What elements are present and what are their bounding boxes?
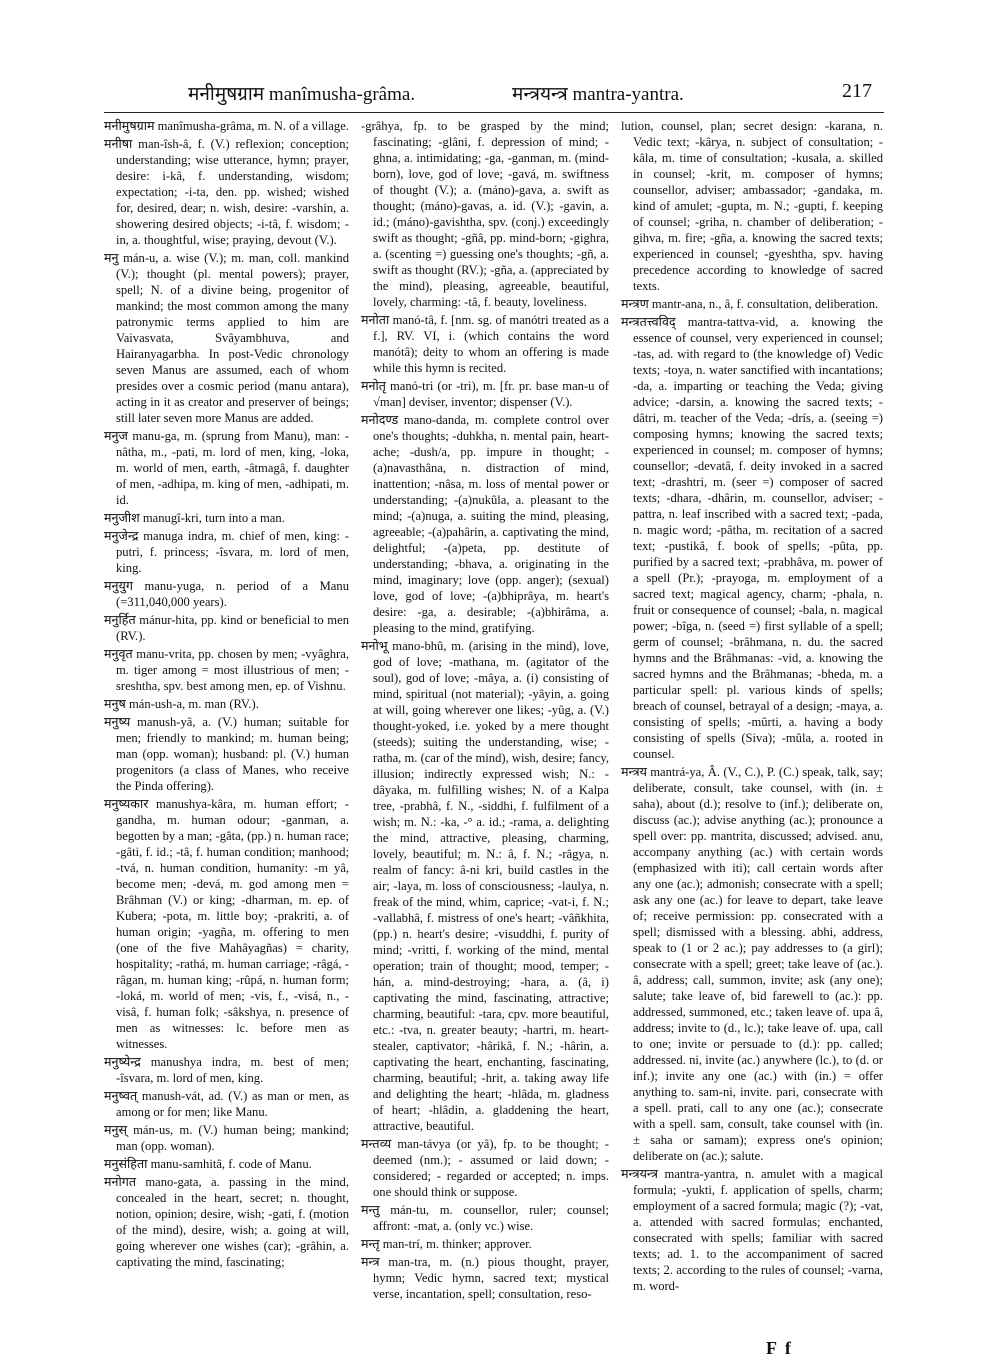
dictionary-entry: मनुष्वत् manush-vát, ad. (V.) as man or men, as among or for men; like Manu. bbox=[104, 1089, 349, 1119]
dictionary-entry: मनोदण्ड mano-danda, m. complete control over one's thoughts; -duhkha, n. mental pain, heart-ache; -dush/a, pp. impure in thought; -(a)navasthâna, n. distraction of mind, inattention; -nâsa, m. loss of mental power or understanding; -(a)nukûla, a. pleasant to the mind; -(a)nuga, a. suiting the mind, pleasing, agreeable; -(a)pahârin, a. captivating the mind, delightful; -(a)peta, pp. destitute of understanding; -bhava, a. originating in the mind, imaginary; love (opp. anger); (sexual) love, god of love; -(a)bhiprâya, m. heart's desire: -ga, a. desirable; -(a)bhirâma, a. pleasing to the mind, gratifying. bbox=[361, 413, 609, 635]
dictionary-entry: मनोतृ manó-tri (or -tri), m. [fr. pr. base man-u of √man] deviser, inventor; dispenser (V.). bbox=[361, 379, 609, 409]
dictionary-entry: मन्तव्य man-távya (or yâ), fp. to be thought; - deemed (nm.); - assumed or laid down; - considered; - regarded or accepted; n. imps. one should think or suppose. bbox=[361, 1137, 609, 1199]
dictionary-entry: मनीषा man-îsh-â, f. (V.) reflexion; conception; understanding; wise utterance, hymn; prayer, desire: i-kâ, f. understanding, wisdom; expectation; -i-ta, den. pp. wished; wished for, desired, dear; n. wish, desire: -varshin, a. showering desired objects; -i-tâ, f. wisdom; -in, a. thoughtful, wise; praying, devout (V.). bbox=[104, 137, 349, 247]
signature-mark: F f bbox=[766, 1338, 793, 1358]
header-left-guideword: मनीमुषग्राम manîmusha-grâma. bbox=[188, 84, 416, 105]
header-rule bbox=[104, 112, 884, 113]
column-3 bbox=[621, 118, 883, 1296]
dictionary-entry: मन्त्रयन्त्र mantra-yantra, n. amulet with a magical formula; -yukti, f. application of spells, charm; employment of a sacred formula; magic (?); -vat, a. attended with sacred formulas; enchanted, consecrated with spells; familiar with sacred texts; ad. 1. to the accompaniment of sacred texts; 2. according to the rules of counsel; -varna, m. word- bbox=[621, 1167, 883, 1293]
dictionary-entry: मन्तु mán-tu, m. counsellor, ruler; counsel; affront: -mat, a. (only vc.) wise. bbox=[361, 1203, 609, 1233]
dictionary-entry: मनुष्य manush-yâ, a. (V.) human; suitable for men; friendly to mankind; m. human being; man (opp. woman); husband: pl. (V.) human progenitors (a class of Manes, who receive the Pinda offering). bbox=[104, 715, 349, 793]
column-2 bbox=[361, 118, 609, 1304]
dictionary-entry: मन्त्र man-tra, m. (n.) pious thought, prayer, hymn; Vedic hymn, sacred text; mystical verse, incantation, spell; consultation, reso- bbox=[361, 1255, 609, 1301]
page-number: 217 bbox=[842, 80, 872, 102]
dictionary-entry: मनोभू mano-bhû, m. (arising in the mind), love, god of love; -mathana, m. (agitator of the soul), god of love; -mâya, a. (i) consisting of mind, spiritual (not material); -yâyin, a. going at will, going wherever one likes; -yûg, a. (V.) thought-yoked, i.e. yoked by a mere thought (steeds); suiting the understanding, wise; -ratha, m. (car of the mind), wish, desire; fancy, illusion; indirectly expressed wish; N.: -dâyaka, m. fulfilling wishes; N. of a Kalpa tree, -prabhâ, f. N., -siddhi, f. fulfilment of a wish; m. N.: -ka, -° a. id.; -rama, a. delighting the mind, attractive, pleasing, charming, lovely, beautiful; m. N.: â, f. N.; -râgya, n. realm of fancy: â-ni kri, build castles in the air; -laya, m. loss of consciousness; -laulya, n. freak of the mind, whim, caprice; -vat-i, f. N.; -vallabhâ, f. mistress of one's heart; -vâñkhita, (pp.) n. heart's desire; -visuddhi, f. purity of mind; -vritti, f. working of the mind, mental operation; train of thought; mood, temper; -hán, a. mind-destroying; -hara, a. (â, i) captivating the mind, fascinating, attractive; charming, beautiful: -tara, cpv. more beautiful, etc.: -tva, n. greater beauty; -hartri, m. heart-stealer, captivator; -hârikâ, f. N.; -hârin, a. captivating the heart, enchanting, fascinating, charming, beautiful; -hrit, a. taking away life and delighting the heart; -hlâda, m. gladness of heart; -hlâdin, a. gladdening the heart, attractive, beautiful. bbox=[361, 639, 609, 1133]
dictionary-entry: मन्त्रय mantrá-ya, Â. (V., C.), P. (C.) speak, talk, say; deliberate, consult, take counsel, with (in. ± saha), about (d.); resolve to (inf.); deliberate on, discuss (ac.); advise anything (ac.); pronounce a spell over: pp. mantrita, discussed; advised. anu, accompany anything (ac.) with certain words (emphasized with iti); call certain words after any one (ac.); admonish; consecrate with a spell; ask any one (ac.) for leave to depart, take leave of; receive permission: pp. consecrated with a spell; dismissed with a blessing. abhi, address, speak to (1 or 2 ac.); pay addresses to (a girl); consecrate with a spell; greet; take leave of (ac.). â, address; call, summon, invite; ask (any one); salute; take leave of, bid farewell to (ac.): pp. addressed, summoned, etc.; taken leave of. upa â, address; invite to (d., lc.); take leave of. upa, call to one; invite or persuade to (d.): pp. called; addressed. ni, invite (ac.) anywhere (lc.), to (d. or inf.); invite any one (ac.) with (in.) = offer anything to. sam-ni, invite. pari, consecrate with a spell. prati, call to any one (ac.); consecrate with a spell. sam, consult, take counsel with (in. ± saha or samam); express one's opinion; deliberate on (ac.); salute. bbox=[621, 765, 883, 1163]
dictionary-entry: मनीमुषग्राम manîmusha-grâma, m. N. of a village. bbox=[104, 119, 349, 133]
dictionary-entry: मनुवृत manu-vrita, pp. chosen by men; -vyâghra, m. tiger among = most illustrious of men; -sreshtha, spv. best among men, ep. of Vishnu. bbox=[104, 647, 349, 693]
dictionary-entry: मनुजेन्द्र manuga indra, m. chief of men, king: -putri, f. princess; -îsvara, m. lord of men, king. bbox=[104, 529, 349, 575]
dictionary-entry: मनोगत mano-gata, a. passing in the mind, concealed in the heart, secret; n. thought, notion, opinion; desire, wish; -gati, f. (motion of the mind), desire, wish; a. going at will, going wherever one wishes (car); -grâhin, a. captivating the mind, fascinating; bbox=[104, 1175, 349, 1269]
dictionary-entry: मनुष्यकार manushya-kâra, m. human effort; -gandha, m. human odour; -ganman, a. begotten by a man; -gâta, (pp.) n. human race; -gâti, f. id.; -tâ, f. human condition; manhood; -tvá, n. human condition, humanity: -m yâ, become men; -devá, m. god among men = Brâhman (V.) or king; -dharman, m. ep. of Kubera; -pota, m. little boy; -prakriti, a. of human origin; -yagña, m. offering to men (one of the five Mahâyagñas) = charity, hospitality; -rathá, m. human carriage; -râgá, -râgan, m. human king; -rûpá, n. human form; -loká, m. world of men; -vis, f., -visá, n., -visâ, f. human folk; -sâkshya, n. presence of men as witnesses: lc. before men as witnesses. bbox=[104, 797, 349, 1051]
dictionary-entry: मनुज manu-ga, m. (sprung from Manu), man: -nâtha, m., -pati, m. lord of men, king, -loka, m. world of men, earth, -âtmagâ, f. daughter of men, -adhipa, m. king of men, -adhipati, m. id. bbox=[104, 429, 349, 507]
dictionary-entry: मन्त्रतत्त्वविद् mantra-tattva-vid, a. knowing the essence of counsel, very experienced in counsel; -tas, ad. with regard to (the knowledge of) Vedic texts; -toya, n. water sanctified with incantations; -da, a. imparting or teaching the Veda; giving advice; -darsin, a. knowing the sacred texts; -dâtri, m. teacher of the Veda; -drís, a. (seeing =) composing hymns; knowing the sacred texts; experienced in counsel; m. composer of hymns; counsellor; -devatâ, f. deity invoked in a sacred text; -drashtri, m. (seer =) composer of sacred texts; -dhara, -dhârin, m. counsellor, adviser; -pattra, n. leaf inscribed with a sacred text; -pada, n. magic word; -pâtha, m. recitation of a sacred text; -pustikâ, f. book of spells; -pûta, pp. purified by a sacred text; -prabhâva, m. power of a spell (Pr.); -prayoga, m. employment of a sacred text; magical agency, charm; -phala, n. fruit or consequence of counsel; -bala, n. magical power; -bîga, n. (seed =) first syllable of a spell; germ of counsel; -brâhmana, n. du. the sacred hymns and the Brâhmanas: -vid, a. knowing the sacred hymns and the Brâhmanas; -bheda, m. a particular spell: pl. various kinds of spells; breach of counsel, betrayal of a design; -maya, a. consisting of spells; -mûrti, a. having a body consisting of spells (Siva); -mûla, a. rooted in counsel. bbox=[621, 315, 883, 761]
dictionary-entry: मनुष्येन्द्र manushya indra, m. best of men; -îsvara, m. lord of men, king. bbox=[104, 1055, 349, 1085]
page-header bbox=[0, 80, 1000, 110]
header-right-guideword: मन्त्रयन्त्र mantra-yantra. bbox=[512, 84, 684, 105]
dictionary-entry: मनुयुग manu-yuga, n. period of a Manu (=311,040,000 years). bbox=[104, 579, 349, 609]
dictionary-entry: मनु mán-u, a. wise (V.); m. man, coll. mankind (V.); thought (pl. mental powers); prayer, spell; N. of a divine being, progenitor of mankind; the most common among the many patronymic terms applied to him are Vaivasvata, Svâyambhuva, and Hairanyagarbha. In post-Vedic chronology seven Manus are assumed, each of whom presides over a cosmic period (manu antara), acting in it as creator and preserver of beings; still later seven more Manus are added. bbox=[104, 251, 349, 425]
dictionary-entry: मनुजीश manugî-kri, turn into a man. bbox=[104, 511, 285, 525]
dictionary-entry: मनुर्हित mánur-hita, pp. kind or beneficial to men (RV.). bbox=[104, 613, 349, 643]
dictionary-entry: मन्त्रण mantr-ana, n., â, f. consultation, deliberation. bbox=[621, 297, 879, 311]
dictionary-entry: -grâhya, fp. to be grasped by the mind; fascinating; -glâni, f. depression of mind; -ghna, a. intimidating; -ga, -ganman, m. (mind-born), love, god of love; -gavá, m. swiftness of thought (V.); a. (máno)-gava, a. swift as thought; (máno)-gavas, a. id. (V.); -gavin, a. id.; (máno)-gavishtha, spv. (conj.) exceedingly swift as thought; -gñâ, pp. mind-born; -gighra, a. (scenting =) guessing one's thoughts; -gñ, a. swift as thought (RV.); -gña, a. (appreciated by the mind), pleasing, agreeable, beautiful, lovely, charming: -tâ, f. beauty, loveliness. bbox=[361, 119, 609, 309]
column-1 bbox=[104, 118, 349, 1272]
dictionary-entry: मनुष mán-ush-a, m. man (RV.). bbox=[104, 697, 259, 711]
dictionary-entry: मनुसंहिता manu-samhitâ, f. code of Manu. bbox=[104, 1157, 312, 1171]
dictionary-entry: मन्तृ man-trí, m. thinker; approver. bbox=[361, 1237, 532, 1251]
dictionary-entry: मनोता manó-tâ, f. [nm. sg. of manótri treated as a f.], RV. VI, i. (which contains the word manótâ); deity to whom an offering is made while this hymn is recited. bbox=[361, 313, 609, 375]
dictionary-entry: lution, counsel, plan; secret design: -karana, n. Vedic text; -kârya, n. subject of consultation; -kâla, m. time of consultation; -kusala, a. skilled in counsel; -krit, m. composer of hymns; counsellor, adviser; ambassador; -gandaka, m. kind of amulet; -gupta, m. N.; -gupti, f. keeping of counsel; -griha, n. chamber of deliberation; -gihva, m. fire; -gña, a. knowing the sacred texts; experienced in counsel; -gyeshtha, spv. having precedence according to knowledge of sacred texts. bbox=[621, 119, 883, 293]
dictionary-entry: मनुस् mán-us, m. (V.) human being; mankind; man (opp. woman). bbox=[104, 1123, 349, 1153]
